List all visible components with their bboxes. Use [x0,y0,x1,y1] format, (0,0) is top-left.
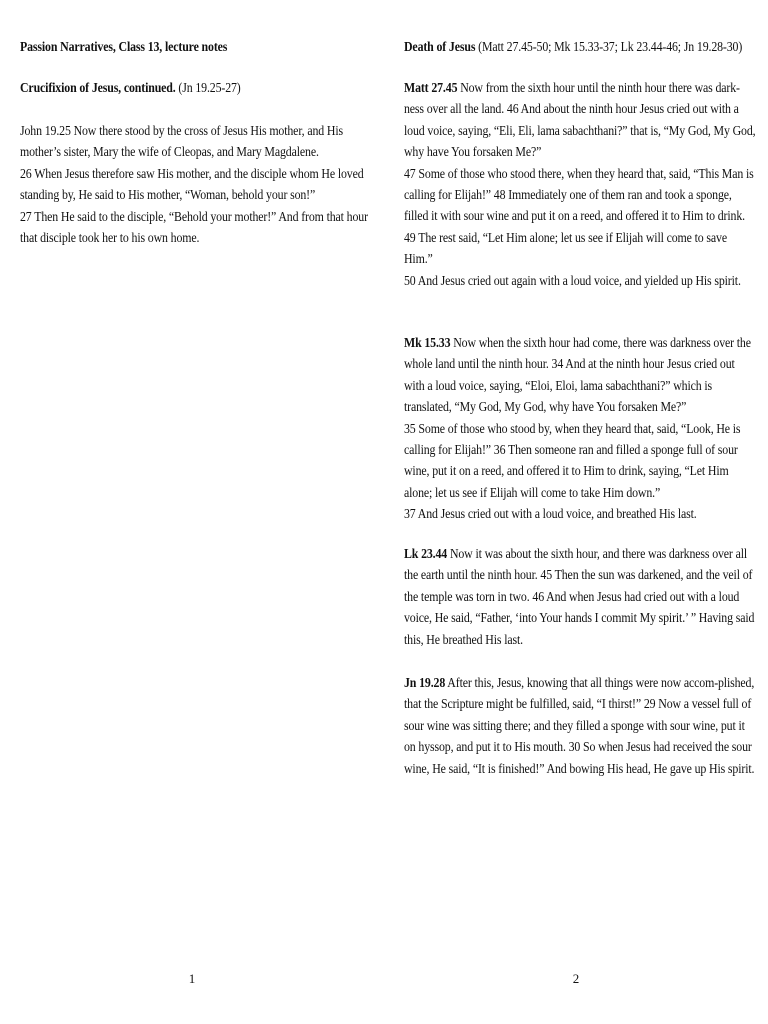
verse-paragraph: Matt 27.45 Now from the sixth hour until the ninth hour there was dark-ness over all the land. 46 And about the ninth hour Jesus cried out with a loud voice, saying, “Eli, Eli, lama sabachthani?” that is, “My God, My God, why have You forsaken Me?” [404,80,756,160]
passage-john [404,672,756,779]
verse-paragraph: Lk 23.44 Now it was about the sixth hour, and there was darkness over all the earth until the ninth hour. 45 Then the sun was darkened, and the veil of the temple was torn in two. 46 And when Jesus had cried out with a loud voice, He said, “Father, ‘into Your hands I commit My spirit.’ ” Having said this, He breathed His last. [404,546,755,647]
title-references: (Matt 27.45-50; Mk 15.33-37; Lk 23.44-46; Jn 19.28-30) [475,39,743,54]
passage-reference: Lk 23.44 [404,546,448,561]
page-title [404,36,756,57]
page-header: Passion Narratives, Class 13, lecture notes [20,39,228,54]
section-heading [20,77,372,98]
passage-reference: Mk 15.33 [404,335,451,350]
right-page [404,0,756,1024]
passage-luke [404,543,756,650]
passage-reference: Matt 27.45 [404,80,458,95]
left-page [20,0,372,1024]
page-number: 1 [188,971,196,986]
verse-paragraph: John 19.25 Now there stood by the cross of Jesus His mother, and His mother’s sister, Mary the wife of Cleopas, and Mary Magdalene. [20,123,343,160]
verse-paragraph: 37 And Jesus cried out with a loud voice, and breathed His last. [404,506,697,522]
passage-matthew [404,77,756,291]
verse-paragraph: 49 The rest said, “Let Him alone; let us see if Elijah will come to save Him.” [404,229,727,267]
title-text: Death of Jesus [404,39,476,54]
verse-paragraph: 47 Some of those who stood there, when they heard that, said, “This Man is calling for Elijah!” 48 Immediately one of them ran and took a sponge, filled it with sour wine and put it on a reed, and offered it to Him to drink. [404,165,754,224]
section-reference: (Jn 19.25-27) [175,80,241,95]
verse-paragraph: Jn 19.28 After this, Jesus, knowing that all things were now accom-plished, that the Scripture might be fulfilled, said, “I thirst!” 29 Now a vessel full of sour wine was sitting there; and they filled a sponge with sour wine, put it on hyssop, and put it to His mouth. 30 So when Jesus had received the sour wine, He said, “It is finished!” And bowing His head, He gave up His spirit. [404,675,755,776]
section-title: Crucifixion of Jesus, continued. [20,80,176,95]
verse-paragraph: 26 When Jesus therefore saw His mother, and the disciple whom He loved standing by, He said to His mother, “Woman, behold your son!” [20,165,364,203]
john-passage [20,120,372,248]
verse-paragraph: 50 And Jesus cried out again with a loud voice, and yielded up His spirit. [404,272,741,288]
passage-mark [404,332,756,525]
page-number: 2 [572,971,580,986]
passage-reference: Jn 19.28 [404,675,446,690]
verse-paragraph: 35 Some of those who stood by, when they heard that, said, “Look, He is calling for Elijah!” 36 Then someone ran and filled a sponge full of sour wine, put it on a reed, and offered it to Him to drink, saying, “Let Him alone; let us see if Elijah will come to take Him down.” [404,420,741,500]
verse-paragraph: Mk 15.33 Now when the sixth hour had come, there was darkness over the whole land until the ninth hour. 34 And at the ninth hour Jesus cried out with a loud voice, saying, “Eloi, Eloi, lama sabachthani?” which is translated, “My God, My God, why have You forsaken Me?” [404,335,751,415]
verse-paragraph: 27 Then He said to the disciple, “Behold your mother!” And from that hour that disciple took her to his own home. [20,208,368,246]
